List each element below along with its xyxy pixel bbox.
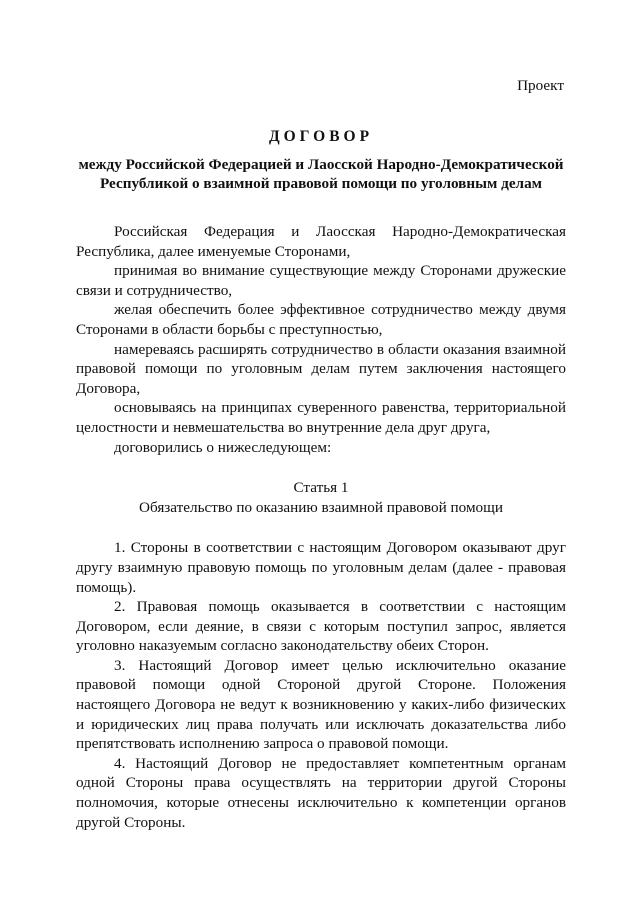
preamble-paragraph: намереваясь расширять сотрудничество в области оказания взаимной правовой помощи по уголовным делам путем заключения настоящего Договора, <box>76 340 566 397</box>
preamble-paragraph: желая обеспечить более эффективное сотрудничество между двумя Сторонами в области борьбы с преступностью, <box>76 301 566 338</box>
document-title: ДОГОВОР <box>268 128 374 145</box>
preamble-paragraph: Российская Федерация и Лаосская Народно-Демократическая Республика, далее именуемые Сторонами, <box>76 223 566 260</box>
draft-label: Проект <box>517 77 564 94</box>
preamble-paragraph: принимая во внимание существующие между Сторонами дружеские связи и сотрудничество, <box>76 262 566 299</box>
article-number: Статья 1 <box>293 479 349 497</box>
preamble-paragraph: основываясь на принципах суверенного равенства, территориальной целостности и невмешательства во внутренние дела друг друга, <box>76 399 566 436</box>
title-block <box>76 127 566 193</box>
article-title: Обязательство по оказанию взаимной правовой помощи <box>139 498 503 516</box>
article-paragraph: 1. Стороны в соответствии с настоящим Договором оказывают друг другу взаимную правовую помощь по уголовным делам (далее - правовая помощь). <box>76 539 566 596</box>
document-body <box>76 222 566 832</box>
article-paragraph: 2. Правовая помощь оказывается в соответствии с настоящим Договором, если деяние, в связи с которым поступил запрос, является уголовно наказуемым согласно законодательству обеих Сторон. <box>76 598 566 655</box>
preamble-paragraph: договорились о нижеследующем: <box>114 438 332 456</box>
article-paragraph: 3. Настоящий Договор имеет целью исключительно оказание правовой помощи одной Стороной другой Стороне. Положения настоящего Договора не ведут к возникновению у каких-либо физических и юридических лиц права получать или исключать доказательства либо препятствовать исполнению запроса о правовой помощи. <box>76 656 566 753</box>
article-paragraph: 4. Настоящий Договор не предоставляет компетентным органам одной Стороны права осуществлять на территории другой Стороны полномочия, которые отнесены исключительно к компетенции органов другой Стороны. <box>76 754 566 831</box>
document-subtitle: между Российской Федерацией и Лаосской Народно-Демократической Республикой о взаимной правовой помощи по уголовным делам <box>78 156 564 192</box>
